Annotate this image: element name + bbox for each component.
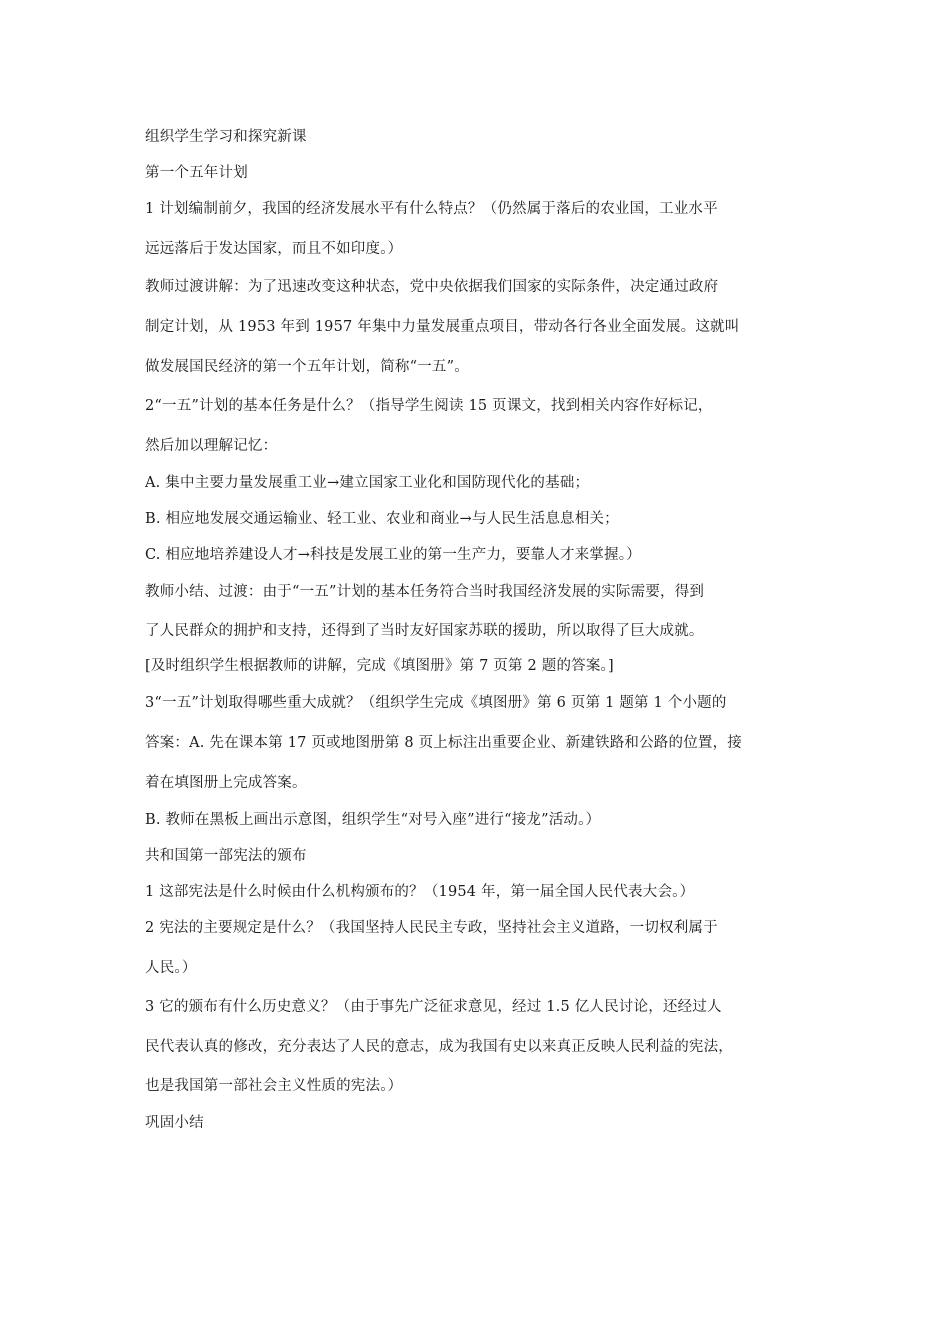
list-item-b: B. 相应地发展交通运输业、轻工业、农业和商业→与人民生活息息相关； [145, 511, 619, 527]
paragraph-line: 民代表认真的修改，充分表达了人民的意志，成为我国有史以来真正反映人民利益的宪法， [145, 1039, 733, 1055]
paragraph-line: 1 这部宪法是什么时候由什么机构颁布的？（1954 年，第一届全国人民代表大会。） [145, 884, 695, 900]
paragraph-line: 3 它的颁布有什么历史意义？（由于事先广泛征求意见，经过 1.5 亿人民讨论，还经过人 [145, 999, 722, 1015]
list-item-c: C. 相应地培养建设人才→科技是发展工业的第一生产力，要靠人才来掌握。） [145, 547, 641, 563]
heading-new-lesson: 组织学生学习和探究新课 [145, 129, 307, 145]
paragraph-line: 2“一五”计划的基本任务是什么？（指导学生阅读 15 页课文，找到相关内容作好标记， [145, 398, 713, 414]
paragraph-line: B. 教师在黑板上画出示意图，组织学生“对号入座”进行“接龙”活动。） [145, 812, 601, 828]
paragraph-line: 做发展国民经济的第一个五年计划，简称“一五”。 [145, 359, 469, 375]
paragraph-line: 着在填图册上完成答案。 [145, 775, 307, 791]
paragraph-line: [及时组织学生根据教师的讲解，完成《填图册》第 7 页第 2 题的答案。] [145, 658, 614, 674]
paragraph-line: 也是我国第一部社会主义性质的宪法。） [145, 1078, 403, 1094]
heading-summary: 巩固小结 [145, 1115, 204, 1131]
paragraph-line: 远远落后于发达国家，而且不如印度。） [145, 241, 403, 257]
paragraph-line: 2 宪法的主要规定是什么？（我国坚持人民民主专政，坚持社会主义道路，一切权利属于 [145, 920, 718, 936]
paragraph-line: 教师过渡讲解：为了迅速改变这种状态，党中央依据我们国家的实际条件，决定通过政府 [145, 279, 719, 295]
paragraph-line: 教师小结、过渡：由于“一五”计划的基本任务符合当时我国经济发展的实际需要，得到 [145, 584, 705, 600]
paragraph-line: 3“一五”计划取得哪些重大成就？（组织学生完成《填图册》第 6 页第 1 题第 1 个小题的 [145, 695, 727, 711]
paragraph-line: 了人民群众的拥护和支持，还得到了当时友好国家苏联的援助，所以取得了巨大成就。 [145, 623, 704, 639]
paragraph-line: 1 计划编制前夕，我国的经济发展水平有什么特点？（仍然属于落后的农业国，工业水平 [145, 201, 718, 217]
heading-five-year-plan: 第一个五年计划 [145, 165, 248, 181]
paragraph-line: 然后加以理解记忆： [145, 438, 278, 454]
paragraph-line: 人民。） [145, 960, 197, 976]
list-item-a: A. 集中主要力量发展重工业→建立国家工业化和国防现代化的基础； [145, 475, 590, 491]
heading-constitution: 共和国第一部宪法的颁布 [145, 848, 307, 864]
paragraph-line: 制定计划，从 1953 年到 1957 年集中力量发展重点项目，带动各行各业全面发展。这就叫 [145, 319, 740, 335]
paragraph-line: 答案：A. 先在课本第 17 页或地图册第 8 页上标注出重要企业、新建铁路和公路的位置，接 [145, 735, 742, 751]
